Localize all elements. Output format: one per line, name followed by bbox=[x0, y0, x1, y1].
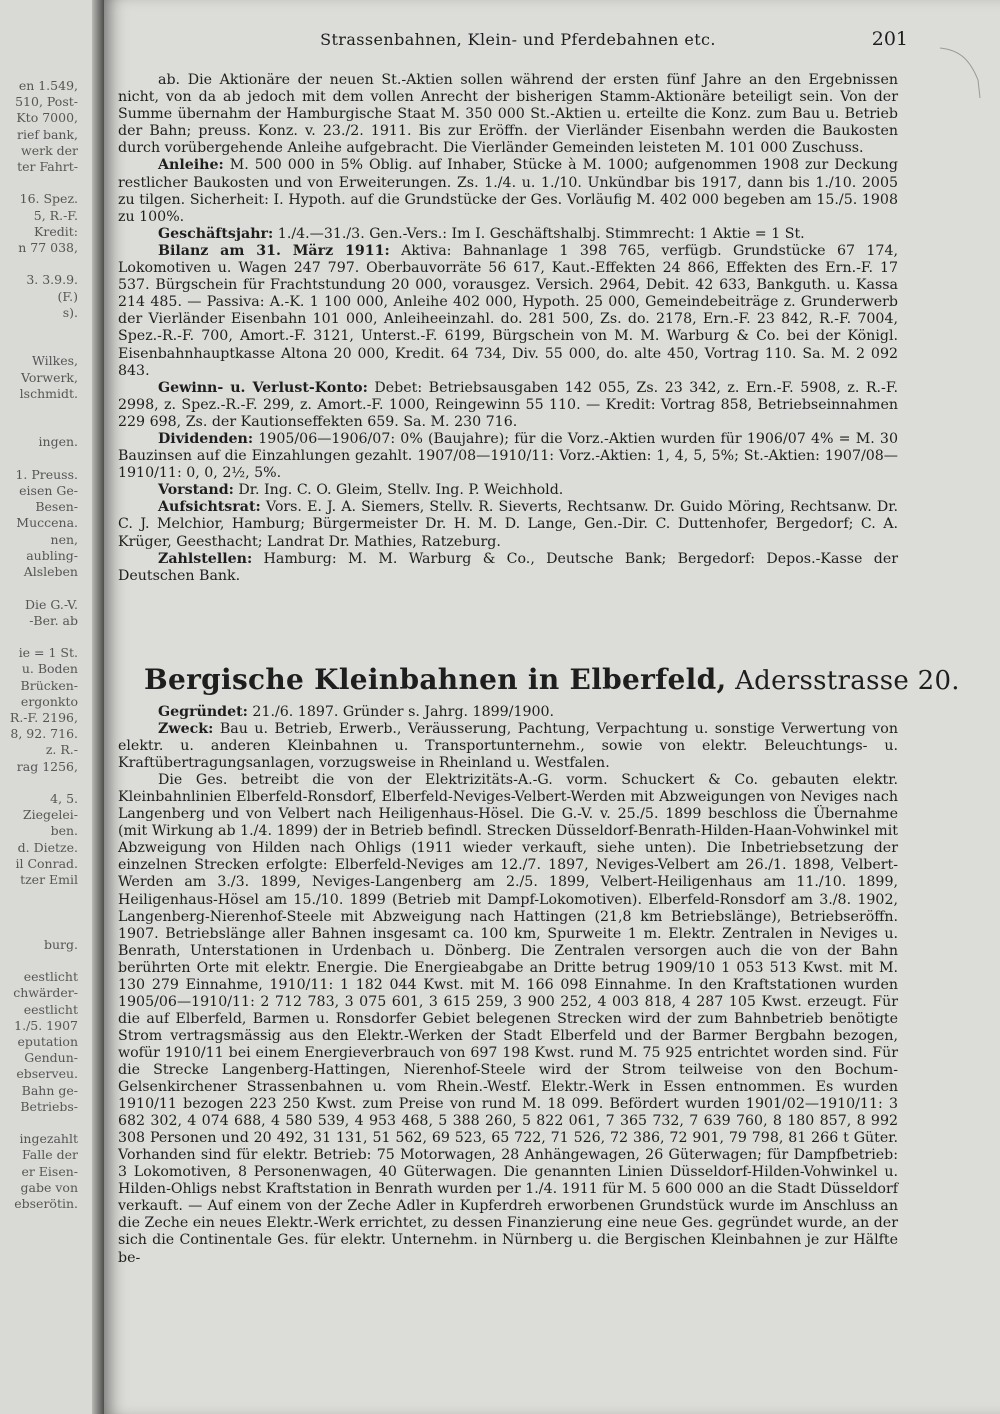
company-name: Bergische Kleinbahnen in Elberfeld, bbox=[144, 663, 727, 696]
adjacent-page-line: Bahn ge- bbox=[21, 1082, 78, 1098]
running-header: Strassenbahnen, Klein- und Pferdebahnen etc. bbox=[320, 30, 716, 49]
paragraph-bilanz bbox=[118, 243, 898, 380]
paragraph-text: 1./4.—31./3. Gen.-Vers.: Im I. Geschäftshalbj. Stimmrecht: 1 Aktie = 1 St. bbox=[273, 225, 805, 242]
adjacent-page-line: Muccena. bbox=[16, 515, 78, 531]
paragraph-text: M. 500 000 in 5% Oblig. auf Inhaber, Stücke à M. 1000; aufgenommen 1908 zur Deckung restlicher Baukosten und von Erweiterungen. Zs. 1./4. u. 1./10. Unkündbar bis 1917, dann bis 1./10. 2005 zu tilgen. Sicherheit: I. Hypoth. auf die Grundstücke der Ges. Vorläufig M. 402 000 begeben am 15./5. 1908 zu 100%. bbox=[118, 157, 898, 225]
adjacent-page-line: gabe von bbox=[20, 1179, 78, 1195]
adjacent-page-line: z. R.- bbox=[45, 742, 78, 758]
adjacent-page-line bbox=[0, 402, 78, 418]
paragraph-text: Bau u. Betrieb, Erwerb., Veräusserung, Pachtung, Verpachtung u. sonstige Verwertung von elektr. u. anderen Kleinbahnen u. Transportunternehm., sowie von elektr. Beleuchtungs- u. Kraftübertragungsanlagen, vorzugsweise in Rheinland u. Westfalen. bbox=[118, 721, 898, 772]
adjacent-page-line: Brücken- bbox=[20, 677, 78, 693]
adjacent-page-line bbox=[0, 175, 78, 191]
paragraph-lead: Aufsichtsrat: bbox=[158, 499, 261, 516]
paragraph-text: Dr. Ing. C. O. Gleim, Stellv. Ing. P. Weichhold. bbox=[233, 482, 564, 499]
paragraph-text: Debet: Betriebsausgaben 142 055, Zs. 23 342, z. Ern.-F. 5908, z. R.-F. 2998, z. Spez.-R.-F. 299, z. Amort.-F. 1000, Reingewinn 55 110. — Kredit: Vortrag 858, Betriebseinnahmen 229 698, Zs. der Kautionseffekten 659. Sa. M. 230 716. bbox=[118, 379, 898, 430]
paragraph-zweck bbox=[118, 721, 898, 772]
adjacent-page-line bbox=[0, 321, 78, 337]
paragraph-betrieb bbox=[118, 772, 898, 1266]
paragraph-lead: Zweck: bbox=[158, 721, 214, 738]
paragraph-text: 21./6. 1897. Gründer s. Jahrg. 1899/1900. bbox=[247, 704, 555, 720]
adjacent-page-line: ebserveu. bbox=[16, 1066, 78, 1082]
company-address: Adersstrasse 20. bbox=[726, 666, 960, 696]
adjacent-page-line: d. Dietze. bbox=[17, 839, 78, 855]
paragraph-lead: Gewinn- u. Verlust-Konto: bbox=[158, 379, 368, 396]
paragraph-text: 1905/06—1906/07: 0% (Baujahre); für die Vorz.-Aktien wurden für 1906/07 4% = M. 30 Bauzinsen auf die Einzahlungen gezahlt. 1907/08—1910/11: Vorz.-Aktien: 1, 4, 5, 5%; St.-Aktien: 1907/08—1910/11: 0, 0, 2½, 5%. bbox=[118, 430, 898, 482]
adjacent-page-line: ie = 1 St. bbox=[18, 645, 78, 661]
adjacent-page-line: Falle der bbox=[21, 1147, 78, 1163]
adjacent-page-line: n 77 038, bbox=[18, 240, 78, 256]
paragraph-lead: Dividenden: bbox=[158, 430, 254, 447]
adjacent-page-line: ingezahlt bbox=[19, 1131, 78, 1147]
adjacent-page-line: 16. Spez. bbox=[19, 191, 78, 207]
adjacent-page-line: lschmidt. bbox=[19, 385, 78, 401]
adjacent-page-line bbox=[0, 256, 78, 272]
adjacent-page-line: eestlicht bbox=[23, 1001, 78, 1017]
adjacent-page-line: Besen- bbox=[35, 499, 78, 515]
adjacent-page-line: R.-F. 2196, bbox=[9, 709, 78, 725]
adjacent-page-line: Betriebs- bbox=[20, 1098, 78, 1114]
adjacent-page-line: u. Boden bbox=[21, 661, 78, 677]
adjacent-page-line: eputation bbox=[17, 1033, 78, 1049]
adjacent-page-line bbox=[0, 953, 78, 969]
book-gutter-shadow bbox=[92, 0, 104, 1414]
adjacent-page-line: werk der bbox=[21, 142, 78, 158]
adjacent-page-text bbox=[0, 78, 78, 1212]
adjacent-page-line: 1./5. 1907 bbox=[14, 1017, 78, 1033]
adjacent-page-line: Wilkes, bbox=[32, 353, 78, 369]
paragraph-lead: Zahlstellen: bbox=[158, 550, 253, 567]
adjacent-page-line bbox=[0, 1115, 78, 1131]
paragraph-lead: Bilanz am 31. März 1911: bbox=[158, 242, 390, 259]
adjacent-page-edge bbox=[0, 0, 104, 1414]
book-page bbox=[104, 0, 1000, 1414]
section-bergische-kleinbahnen bbox=[118, 704, 898, 1267]
adjacent-page-line bbox=[0, 451, 78, 467]
adjacent-page-line: 5, R.-F. bbox=[33, 207, 78, 223]
paragraph-anleihe bbox=[118, 157, 898, 225]
paragraph-lead: Vorstand: bbox=[158, 482, 234, 499]
adjacent-page-line bbox=[0, 921, 78, 937]
adjacent-page-line bbox=[0, 580, 78, 596]
adjacent-page-line: aubling- bbox=[26, 547, 78, 563]
adjacent-page-line: 1. Preuss. bbox=[15, 466, 78, 482]
adjacent-page-line: rief bank, bbox=[16, 126, 78, 142]
paragraph-geschaeftsjahr bbox=[118, 226, 898, 243]
page-number: 201 bbox=[871, 28, 908, 50]
paragraph-lead: Geschäftsjahr: bbox=[158, 225, 274, 242]
adjacent-page-line: ter Fahrt- bbox=[17, 159, 78, 175]
adjacent-page-line: Kredit: bbox=[34, 223, 78, 239]
adjacent-page-line: 8, 92. 716. bbox=[10, 726, 78, 742]
adjacent-page-line: Gendun- bbox=[24, 1050, 78, 1066]
adjacent-page-line bbox=[0, 337, 78, 353]
section-vierlaender-eisenbahn bbox=[118, 72, 898, 585]
paragraph-text: Vors. E. J. A. Siemers, Stellv. R. Sieverts, Rechtsanw. Dr. Guido Möring, Rechtsanw. Dr. C. J. Melchior, Hamburg; Bürgermeister Dr. H. M. D. Lange, Gen.-Dir. C. Duttenhofer, Bergedorf; C. A. Krüger, Geesthacht; Landrat Dr. Mathies, Ratzeburg. bbox=[118, 499, 898, 550]
adjacent-page-line: chwärder- bbox=[13, 985, 78, 1001]
adjacent-page-line bbox=[0, 775, 78, 791]
adjacent-page-line: Alsleben bbox=[23, 564, 78, 580]
adjacent-page-line: Kto 7000, bbox=[16, 110, 78, 126]
adjacent-page-line: rag 1256, bbox=[16, 758, 78, 774]
paragraph-gegruendet bbox=[118, 704, 898, 721]
adjacent-page-line: ben. bbox=[50, 823, 78, 839]
paragraph-gewinn-verlust bbox=[118, 380, 898, 431]
adjacent-page-line: burg. bbox=[43, 936, 78, 952]
adjacent-page-line: ingen. bbox=[38, 434, 78, 450]
adjacent-page-line bbox=[0, 888, 78, 904]
adjacent-page-line: il Conrad. bbox=[15, 855, 78, 871]
adjacent-page-line bbox=[0, 629, 78, 645]
paragraph-vorstand bbox=[118, 482, 898, 499]
adjacent-page-line: eisen Ge- bbox=[19, 483, 78, 499]
paragraph-lead: Anleihe: bbox=[158, 157, 224, 174]
adjacent-page-line: er Eisen- bbox=[21, 1163, 78, 1179]
adjacent-page-line: 510, Post- bbox=[15, 94, 78, 110]
adjacent-page-line: eestlicht bbox=[23, 969, 78, 985]
adjacent-page-line: en 1.549, bbox=[18, 78, 78, 93]
adjacent-page-line: Die G.-V. bbox=[24, 596, 78, 612]
adjacent-page-line: tzer Emil bbox=[20, 871, 78, 887]
adjacent-page-line: ebserötin. bbox=[14, 1196, 78, 1212]
adjacent-page-line: (F.) bbox=[57, 288, 78, 304]
paragraph-text: ab. Die Aktionäre der neuen St.-Aktien sollen während der ersten fünf Jahre an den Ergebnissen nicht, von da ab jedoch mit dem vollen Anrecht der bisherigen Stamm-Aktionäre beteiligt sein. Von der Summe übernahm der Hamburgische Staat M. 350 000 St.-Aktien u. erteilte die Konz. zum Bau u. Betrieb der Bahn; preuss. Konz. v. 23./2. 1911. Bis zur Eröffn. der Vierländer Eisenbahn werden die Baukosten durch vorübergehende Anleihe aufgebracht. Die Vierländer Gemeinden leisteten M. 101 000 Zuschuss. bbox=[118, 72, 898, 157]
adjacent-page-line: Ziegelei- bbox=[22, 807, 78, 823]
paragraph-text: Hamburg: M. M. Warburg & Co., Deutsche Bank; Bergedorf: Depos.-Kasse der Deutschen Bank. bbox=[118, 550, 898, 584]
adjacent-page-line: Vorwerk, bbox=[20, 369, 78, 385]
adjacent-page-line: s). bbox=[62, 304, 78, 320]
adjacent-page-line: nen, bbox=[50, 531, 78, 547]
paragraph-lead: Gegründet: bbox=[158, 704, 248, 720]
adjacent-page-line bbox=[0, 418, 78, 434]
paragraph-dividenden bbox=[118, 431, 898, 482]
adjacent-page-line bbox=[0, 904, 78, 920]
adjacent-page-line: ergonkto bbox=[20, 693, 78, 709]
adjacent-page-line: -Ber. ab bbox=[29, 612, 78, 628]
adjacent-page-line: 4, 5. bbox=[50, 790, 78, 806]
paragraph-aufsichtsrat bbox=[118, 499, 898, 550]
paragraph-text: Aktiva: Bahnanlage 1 398 765, verfügb. Grundstücke 67 174, Lokomotiven u. Wagen 247 797. Oberbauvorräte 56 617, Kaut.-Effekten 24 866, Effekten des Ern.-F. 17 537. Bürgschein für Frachtstundung 20 000, vorausgez. Versich. 2964, Debit. 42 633, Bankguth. u. Kassa 214 485. — Passiva: A.-K. 1 100 000, Anleihe 402 000, Hypoth. 25 000, Gemeindebeiträge z. Grunderwerb der Vierländer Eisenbahn 101 000, Anleiheeinzahl. do. 281 500, Zs. do. 2178, Ern.-F. 23 842, R.-F. 7004, Spez.-R.-F. 700, Amort.-F. 3121, Unterst.-F. 6199, Bürgschein von M. M. Warburg & Co. bei der Königl. Eisenbahnhauptkasse Altona 20 000, Kredit. 64 734, Div. 55 000, do. alte 450, Vortrag 110. Sa. M. 2 092 843. bbox=[118, 242, 898, 379]
paragraph-intro bbox=[118, 72, 898, 157]
adjacent-page-line: 3. 3.9.9. bbox=[26, 272, 78, 288]
folded-corner-mark bbox=[940, 40, 1000, 100]
paragraph-text: Die Ges. betreibt die von der Elektrizitäts-A.-G. vorm. Schuckert & Co. gebauten elektr. Kleinbahnlinien Elberfeld-Ronsdorf, Elberfeld-Neviges-Velbert-Werden mit Abzweigungen von Neviges nach Langenberg und von Velbert nach Heiligenhaus-Hösel. Die G.-V. v. 25./5. 1899 beschloss die Übernahme (mit Wirkung ab 1./4. 1899) der in Betrieb befindl. Strecken Düsseldorf-Benrath-Hilden-Haan-Vohwinkel mit Abzweigung von Hilden nach Ohligs (1911 wieder verkauft, siehe unten). Die Inbetriebsetzung der einzelnen Strecken erfolgte: Elberfeld-Neviges am 12./7. 1897, Neviges-Velbert am 26./1. 1898, Velbert-Werden am 3./3. 1899, Neviges-Langenberg am 2./5. 1899, Velbert-Heiligenhaus am 11./10. 1899, Heiligenhaus-Hösel am 15./10. 1899 (Betrieb mit Dampf-Lokomotiven). Elberfeld-Ronsdorf am 3./8. 1902, Langenberg-Nierenhof-Steele mit Abzweigung nach Hattingen (21,8 km Betriebslänge), Betriebseröffn. 1907. Betriebslänge aller Bahnen insgesamt ca. 100 km, Spurweite 1 m. Elektr. Zentralen in Neviges u. Benrath, Unterstationen in Urdenbach u. Dönberg. Die Zentralen versorgen auch die von der Bahn berührten Orte mit elektr. Energie. Die Energieabgabe an Dritte betrug 1909/10 1 053 513 Kwst. mit M. 130 279 Einnahme, 1910/11: 1 182 044 Kwst. mit M. 166 098 Einnahme. In den Kraftstationen wurden 1905/06—1910/11: 2 712 783, 3 075 601, 3 615 259, 3 900 252, 4 003 818, 4 287 105 Kwst. erzeugt. Für die auf Elberfeld, Barmen u. Ronsdorfer Gebiet belegenen Strecken wird der zum Bahnbetrieb benötigte Strom vertragsmässig aus den Elektr.-Werken der Stadt Elberfeld und der Barmer Bergbahn bezogen, wofür 1910/11 bei einem Energieverbrauch von 697 198 Kwst. rund M. 75 925 entrichtet worden sind. Für die Strecke Langenberg-Hattingen, Nierenhof-Steele wird der Strom teilweise von den Bochum-Gelsenkirchener Strassenbahnen u. vom Rhein.-Westf. Elektr.-Werk in Essen entnommen. Es wurden 1910/11 bezogen 223 250 Kwst. zum Preise von rund M. 18 099. Befördert wurden 1901/02—1910/11: 3 682 302, 4 074 688, 4 580 539, 4 953 468, 5 388 260, 5 822 061, 7 365 732, 7 639 760, 8 180 857, 8 992 308 Personen und 20 492, 31 131, 51 562, 69 523, 65 722, 71 526, 72 386, 72 901, 79 798, 81 266 t Güter. Vorhanden sind für elektr. Betrieb: 75 Motorwagen, 28 Anhängewagen, 26 Güterwagen; für Dampfbetrieb: 3 Lokomotiven, 8 Personenwagen, 40 Güterwagen. Die genannten Linien Düsseldorf-Hilden-Vohwinkel u. Hilden-Ohligs nebst Kraftstation in Benrath wurden per 1./4. 1911 für M. 5 600 000 an die Stadt Düsseldorf verkauft. — Auf einem von der Zeche Adler in Kupferdreh erworbenen Grundstück wurde im Anschluss an die Zeche ein neues Elektr.-Werk errichtet, zu dessen Finanzierung eine neue Ges. gegründet wurde, an der sich die Continentale Ges. für elektr. Unternehm. in Nürnberg u. die Bergischen Kleinbahnen je zur Hälfte be- bbox=[118, 772, 898, 1266]
paragraph-zahlstellen bbox=[118, 551, 898, 585]
company-heading bbox=[144, 663, 960, 696]
